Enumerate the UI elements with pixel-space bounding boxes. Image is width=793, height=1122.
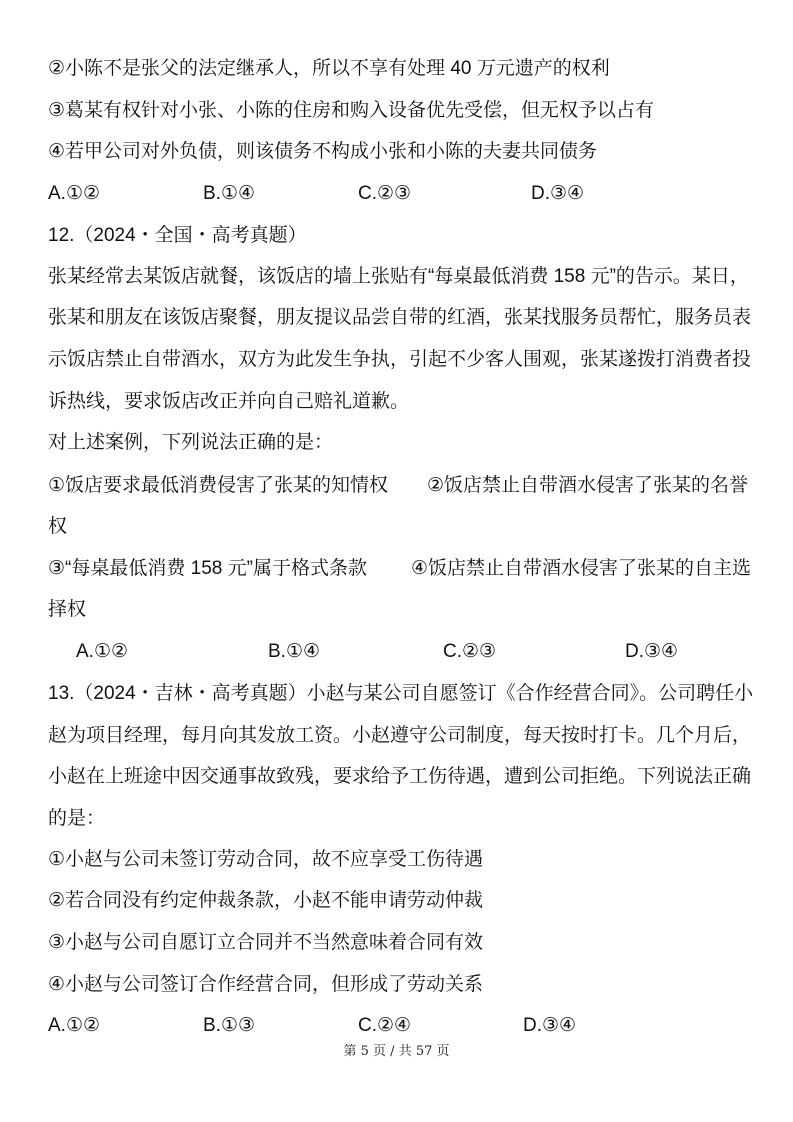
q13-item-1: ①小赵与公司未签订劳动合同，故不应享受工伤待遇 xyxy=(48,849,484,870)
q11-option-b: B.①④ xyxy=(203,183,256,204)
q13-option-d: D.③④ xyxy=(523,1015,577,1036)
q12-question: 对上述案例，下列说法正确的是： xyxy=(48,432,334,453)
q13-item-3: ③小赵与公司自愿订立合同并不当然意味着合同有效 xyxy=(48,932,484,953)
q13-option-a: A.①② xyxy=(48,1015,101,1036)
q12-item-4: ④饭店禁止自带酒水侵害了张某的自主选 xyxy=(411,558,752,579)
q12-stem-line: 诉热线，要求饭店改正并向自己赔礼道歉。 xyxy=(48,391,410,412)
q13-option-b: B.①③ xyxy=(203,1015,256,1036)
q11-item-2: ②小陈不是张父的法定继承人，所以不享有处理 40 万元遗产的权利 xyxy=(48,58,610,79)
page-number-footer: 第 5 页 / 共 57 页 xyxy=(343,1044,450,1059)
q12-item-1: ①饭店要求最低消费侵害了张某的知情权 xyxy=(48,475,389,496)
q11-option-a: A.①② xyxy=(48,183,101,204)
q13-item-2: ②若合同没有约定仲裁条款，小赵不能申请劳动仲裁 xyxy=(48,890,484,911)
q12-header: 12.（2024・全国・高考真题） xyxy=(48,225,307,246)
q12-item-4-wrap: 择权 xyxy=(48,599,87,620)
q13-stem-line: 赵为项目经理，每月向其发放工资。小赵遵守公司制度，每天按时打卡。几个月后， xyxy=(48,725,752,746)
q12-item-2-wrap: 权 xyxy=(48,516,68,537)
q12-stem-line: 示饭店禁止自带酒水，双方为此发生争执，引起不少客人围观，张某遂拨打消费者投 xyxy=(48,349,752,370)
q11-option-c: C.②③ xyxy=(358,183,412,204)
q12-stem-line: 张某和朋友在该饭店聚餐，朋友提议品尝自带的红酒，张某找服务员帮忙，服务员表 xyxy=(48,307,752,328)
q12-item-3: ③“每桌最低消费 158 元”属于格式条款 xyxy=(48,558,367,579)
q11-option-d: D.③④ xyxy=(531,183,585,204)
q11-item-3: ③葛某有权针对小张、小陈的住房和购入设备优先受偿，但无权予以占有 xyxy=(48,100,655,121)
q12-option-a: A.①② xyxy=(76,641,129,662)
q13-stem-line: 小赵在上班途中因交通事故致残，要求给予工伤待遇，遭到公司拒绝。下列说法正确 xyxy=(48,766,752,787)
q13-item-4: ④小赵与公司签订合作经营合同，但形成了劳动关系 xyxy=(48,974,484,995)
q12-stem-line: 张某经常去某饭店就餐，该饭店的墙上张贴有“每桌最低消费 158 元”的告示。某日， xyxy=(48,266,749,287)
q13-stem-line: 的是： xyxy=(48,808,106,829)
q12-item-2: ②饭店禁止自带酒水侵害了张某的名誉 xyxy=(427,475,749,496)
q12-option-d: D.③④ xyxy=(625,641,679,662)
q12-option-b: B.①④ xyxy=(268,641,321,662)
q13-option-c: C.②④ xyxy=(358,1015,412,1036)
q12-option-c: C.②③ xyxy=(443,641,497,662)
q13-stem-line: 13.（2024・吉林・高考真题）小赵与某公司自愿签订《合作经营合同》。公司聘任小 xyxy=(48,683,754,704)
q11-item-4: ④若甲公司对外负债，则该债务不构成小张和小陈的夫妻共同债务 xyxy=(48,141,598,162)
